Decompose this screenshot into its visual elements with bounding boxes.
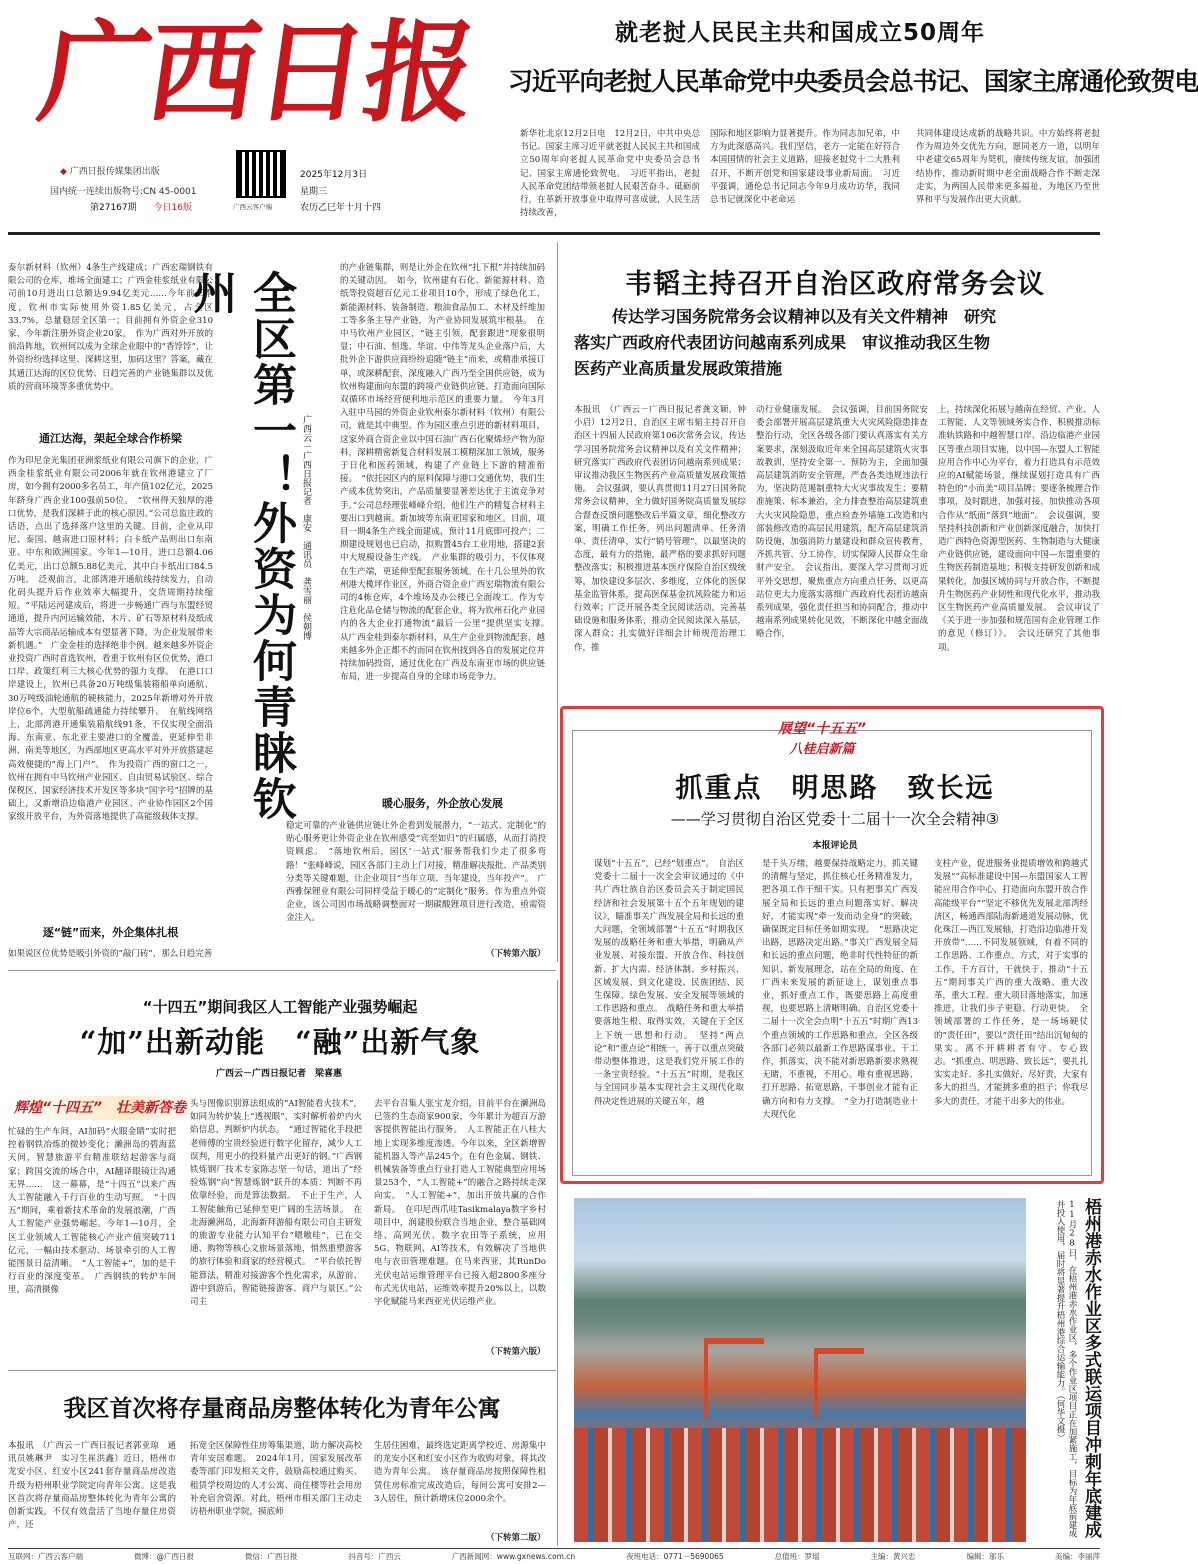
qinzhou-subhead-3: 暖心服务，外企放心发展 (382, 797, 503, 810)
qinzhou-col-3a: 的产业链集群，则是让外企在钦州“扎下根”并持续加码的关键动因。 如今，钦州建有石化、新能源材料、造纸等投资超百亿元工业项目10个，形成了绿色化工、新能源材料、装备制造、粮油食品加工、木材及纤维加工等多条主导产业链，为产业协同发展筑牢根基。 在中马钦州产业园区，“链主引领，配套跟进”现象很明显；中石油、恒逸、华谊、中伟等龙头企业落户后，大批外企下游供应商纷纷追随“链主”而来，或精准承接订单，或深耕配套，深度融入广西乃至全国供应链，成为钦州构建面向东盟的跨境产业链供应链、打造面向国际双循环市场经营便利地示范区的重要力量。 今年3月入驻中马园的外资企业钦州泰尔新材料（钦州）有限公司，就是其中典型。作为园区重点引进的新材料项目，这家外商合资企业以中国石油广西石化聚烯烃产物为原料，深耕精密新复合材料发展工模精深加工领域，服务于日化和医药领域，构建了产业链上下游的精准衔接。 “依托园区内的原料保障与港口交通优势，我们生产成本优势突出，产品质量要显著差达优于主流竞争对手。”公司总经理张峰峰介绍，他们生产的精复合材料主要出口到越南。新加坡等东南亚国家和地区。目前，项目一期4条生产线全面建成，预计11月底即可投产；二期建设规划也已启动，拟购置45台工业用地，搭建2套中大规模设备生产线。 产业集群的吸引力，不仅体现在生产端，更延伸至配套服务领域。在十几公里外的钦州港大榄坪作业区，外商合资企业广西宏瑞物流有限公司的4栋仓库，4个堆场及办公楼已全面竣工。作为专注危化品仓储与物流的配套企业，将为钦州石化产业园内的各大企业打通物流“最后一公里”提供坚实支撑。 从广西金桂到泰尔新材料，从生产企业到物流配套，越来越多外企正都不约而同在钦州找到各自的发展定位并持续加码投资，通过优化在广西及东南亚市场的供应链布局，进一步提高自身的全球市场竞争力。 (340, 263, 554, 683)
housing-col-1: 本报讯 （广西云－广西日报记者郭亚琼 通讯员姚琳尹 实习生崔洪鑫）近日，梧州市龙安小区、红安小区241套存量商品房改造升级为梧州职业学院定向青年公寓。这是我区首次将存量商品房整体转化为青年公寓的创新实践，不仅有效盘活了当地存量住房资产，还 (8, 1441, 176, 1531)
lead-col-3: 共同体建设达成新的战略共识。中方始终将老挝作为周边外交优先方向，愿同老方一道，以明年中老建交65周年为契机，赓续传统友谊，加强团结协作，推动新时期中老全面战略合作不断走深走实，为两国人民带来更多福祉，为地区乃至世界和平与发展作出更大贡献。 (916, 129, 1100, 206)
commentary-badge-line1: 展望“十五五” (777, 721, 867, 737)
issue-number: 第27167期 今日16版 (90, 203, 192, 213)
ai-byline: 广西云－广西日报记者 梁喜惠 (216, 1069, 343, 1079)
commentary-badge-line2: 八桂启新篇 (742, 738, 902, 757)
footer-rule (8, 1548, 1100, 1549)
footer-item: 微信：广西日报 (244, 1552, 298, 1561)
housing-headline: 我区首次将存量商品房整体转化为青年公寓 (63, 1395, 501, 1422)
commentary-col-2: 是千头万绪，越要保持战略定力，抓关键的清醒与坚定，抓住核心任务精准发力，把各项工作干细干实。只有把事关广西发展全局和长远的重点问题落实好、解决好，才能实现“牵一发而动全身”的突破，确保既定目标任务如期实现。 “思路决定出路，思路决定出路。”事关广西发展全局和长远的重点问题，绝非时代性特征的新知识、新发展理念，站在全局的角度、在广西未来发展的新征途上，谋划重点事业，抓好重点工作，既要思路上高度重视，也要思路上清晰明确。自治区党委十二届十一次全会点明“十五五”时期广西13个重点领域的工作思路和重点，全区各级各部门必须以最新工作思路谋事业、干工作，抓落实，决不能对新思路新要求熟视无睹，不重视，不用心。唯有重视思路、打开思路、拓宽思路，干事创业才能有正确方向和有力支撑。 “全力打造制造业十大现代化 (762, 859, 918, 1120)
ai-kicker: “十四五”期间我区人工智能产业强势崛起 (142, 998, 418, 1016)
gov-deck-2: 落实广西政府代表团访问越南系列成果 审议推动我区生物 (574, 333, 991, 352)
divider-ai-top (8, 970, 556, 971)
footer-item: 抖音号：广西云 (348, 1552, 401, 1561)
qinzhou-col-3b: 稳定可靠的产业链供应链让外企看到发展潜力，“一站式、定制化”的贴心服务更让外资企业在钦州感受“宾至如归”的归属感，从而打消投资顾虑。 “落地钦州后，园区‘一站式’服务帮我们少走了很多弯路！”张峰峰说，园区各部门主动上门对接，精准解决报批、产品类别分类等关键难题，让企业项目“当年立项、当年建设，当年投产”。 广西雅保锂业有限公司同样受益于暖心的“定制化”服务。作为重点外资企业，该公司因市场战略调整面对一期碳酸锂项目进行改造，亟需资金注入。 (286, 821, 546, 924)
qr-caption: 广西云客户端 (233, 203, 272, 211)
gov-headline: 韦韬主持召开自治区政府常务会议 (625, 269, 1045, 300)
lead-kicker: 就老挝人民民主共和国成立50周年 (614, 20, 985, 46)
commentary-headline: 抓重点 明思路 致长远 (675, 773, 995, 804)
ai-col-1: 忙碌的生产车间，AI加码“火眼金睛”实时把控着钢铁冶炼的微妙变化；濑洲岛的碧海蓝天间，智慧旅游平台精准联结起游客与商家；跨国交流的场合中，AI翻译眼镜让沟通无界…… 这一幕幕，是“十四五”以来广西人工智能融入千行百业的生动写照。 “十四五”期间，乘着新技术革命的发展浪潮，广西人工智能产业强势崛起。今年1—10月，全区工业领域人工智能核心产业产值突破711亿元，一幅由技术驱动、场景牵引的人工智能图景日益清晰。 “人工智能+”，加的是千行百业的深度变革。 广西钢铁的转炉车间里，高清摄像 (8, 1127, 176, 1296)
date: 2025年12月3日 (300, 170, 368, 180)
diamond-icon: ◆ (60, 167, 67, 177)
lead-col-2: 国际和地区影响力显著提升。作为同志加兄弟，中方为此深感高兴。我们坚信，老方一定能在好符合本国国情的社会主义道路，迎接老挝党十二大胜利召开，不断开创党和国家建设事业新局面。 习近平强调，通伦总书记同志今年9月成功访华，我同总书记就深化中老命运 (710, 129, 900, 206)
photo-crane (704, 1338, 764, 1418)
divider-lower (557, 980, 558, 1546)
ai-continued: （下转第六版） (486, 1347, 546, 1357)
ai-badge (8, 1096, 208, 1120)
qinzhou-subhead-1: 通江达海，架起全球合作桥梁 (39, 432, 182, 445)
photo-caption: 11月28日，在梧州港赤水作业区，多个作业区项目正在加紧施工，目标为年底前建成并投入使用，届时将显著提升梧州港综合运输能力。（何华文摄） (1055, 1200, 1077, 1538)
gov-col-1: 本报讯 （广西云－广西日报记者龚文颖、钟小启）12月2日，自治区主席韦韬主持召开自治区十四届人民政府第106次常务会议，传达学习国务院常务会议精神以及有关文件精神；研究落实广西政府代表团访问越南系列成果；审议推动我区生物医药产业高质量发展政策措施。 会议强调，要认真贯彻11月27日国务院常务会议精神，全力做好国务院高质量发展综合督查反馈问题整改后半篇文章，细化整改方案，明确工作任务，列出问题清单、任务清单、责任清单，实行“销号管理”，以最坚决的态度，最有力的措施，最严格的要求抓好问题整改落实；积极推进基本医疗保险自治区级统筹，加快建设多层次、多维度，立体化的医保基金监管体系，提高医保基金抗风险能力和运行效率；广泛开展各类全民阅读活动，完善基础设施和服务体系，推动全民阅读深入基层，深入群众；扎实做好详细会计师规范治理工作，推 (574, 405, 746, 653)
publisher: 广西日报传媒集团出版 (69, 167, 160, 177)
commentary-badge (742, 718, 902, 757)
qinzhou-headline: 全区第一！外资为何青睐钦州 (185, 270, 296, 822)
photo-title: 梧州港赤水作业区多式联运项目冲刺年底建成 (1081, 1198, 1101, 1538)
footer-item: 总值班：罗瑶 (774, 1552, 820, 1561)
ai-badge-text: 辉煌“十四五” 壮美新答卷 (14, 1100, 187, 1116)
gov-col-3: 上，持续深化拓展与越南在经贸、产业、人工智能、人文等领域务实合作，积极推动标准轨铁路和中越智慧口岸、沿边临港产业园区等重点项目实施，以中国—东盟人工智能应用合作中心为平台，着力打造具有示范效应的AI赋能场景，继续谋划打造具有广西特色的“小而美”项目品牌；要逐条梳理合作事项，及时跟进，加强对接，加快推动各项合作从“纸面”落到“地面”。 会议强调，要坚持科技创新和产业创新深度融合，加快打造广西特色资源型医药、生物制造与大健康产业链供应链，建设面向中国—东盟重要的生物医药制造基地；积极支持研发创新和成果转化，加强区域协同与开放合作，不断提升生物医药产业韧性和现代化水平，推动我区生物医药产业高质量发展。 会议审议了《关于进一步加强和规范国有企业管理工作的意见（修订）》。 会议还研究了其他事项。 (938, 405, 1100, 653)
photo-crane (814, 1348, 864, 1418)
publisher-line (60, 164, 160, 177)
qinzhou-subhead-2: 逐“链”而来，外企集体扎根 (42, 926, 179, 939)
housing-col-2: 拓宽全区保障性住房筹集渠道，助力解决高校青年安居难题。 2024年1月，国家发展改革委等部门印发相关文件，鼓励高校通过购买、租赁学校周边的人才公寓、商住楼等社会用房补充宿舍资源。对此，梧州市相关部门主动走访梧州职业学院，摸底师 (190, 1441, 362, 1518)
footer-item: 编辑：邬乐 (966, 1552, 1004, 1561)
footer (8, 1551, 1100, 1563)
weekday: 星期三 (300, 187, 328, 197)
footer-item: 广西新闻网：www.gxnews.com.cn (451, 1552, 576, 1561)
commentary-subtitle: ——学习贯彻自治区党委十二届十一次全会精神③ (670, 810, 1000, 828)
port-photo (574, 1198, 1026, 1542)
qinzhou-col-1b: 作为印尼金光集团亚洲浆纸业有限公司旗下的企业，广西金桂浆纸业有限公司2006年就在钦州港建立了厂房，如今拥有2000多名员工，年产值102亿元，2025年跻身广西企业100强前50位。 “钦州得天独厚的港口优势，是我们深耕于此的核心原因。”公司总监庄政的话语，点出了选择落户这里的关键。目前，企业从印尼、泰国、越南进口原材料；白卡纸产品则出口东南亚、中东和欧洲国家。今年1—10月，进口总额4.06亿美元，出口总额5.88亿美元，其中白卡纸出口84.5万吨。 泛观前言，北部湾港开通航线持续发力，自动化码头提升后作业效率大幅提升，交货周期持续缩短。“平陆运河建成后，将进一步畅通广西与东盟经贸通道，提升内河运输效能，木片、矿石等原材料及纸成品等大宗商品运输成本有望显著下降，为企业发展带来新机遇。” 广金金桂的选择绝非个例。越来越多外资企业投资广西时首选钦州，看重于钦州有区位优势，港口口岸、政策红利三大核心优势的强力支撑。 在港口口岸建设上，钦州已具备20万吨级集装箱船单向通航、30万吨级油轮通航的硬核能力，2025年新增对外开放岸位6个，大型航船疏通能力持续攀升。 在航线网络上，北部湾港开通集装箱航线91条，不仅实现全面沿海、东南亚、东北亚主要港口的全覆盖，更延伸至非洲、南美等地区，为西部地区更高水平对外开放搭建起高效便捷的“海上门户”。 作为投资广西的窗口之一，钦州在拥有中马钦州产业园区、自由贸易试验区、综合保税区、国家经济技术开发区等多块“国字号”招牌的基础上，又新增沿边临港产业园区、产业协作园区2个国家级开放平台，为外资落地提供了高能级载体支撑。 (8, 456, 213, 823)
footer-item: 主编：黄兴忠 (870, 1552, 916, 1561)
footer-item: 微博：@广西日报 (133, 1552, 194, 1561)
commentary-col-3: 支柱产业，促进服务业提质增效和跨越式发展”“高标准建设中国—东盟国家人工智能应用合作中心，打造面向东盟开放合作高能级平台”“坚定不移优先发展北部湾经济区，畅通西部陆海新通道发展动脉，优化珠江—西江发展轴，打造沿边临港开发开放带”……不同发展领域，有着不同的工作思路、工作重点、方式，对于实事的工作，千方百计，干就快于、推动“十五五”期间事关广西的重大战略、重大改革，重大工程、重大项目落地落实，加速推进，让我们步子更稳、行动更快。 全领域部署的工作任务，是一场场硬仗的“责任田”，要以“责任田”结出沉甸甸的果实。离不开耕耕者有守、专心致志。“抓重点、明思路、致长远”，要扎扎实实走好、多扎实做好、尽好责，大家有多大的担当，才能挑多重的担子；你我尽多大的责任，才能干出多大的伟业。 (934, 859, 1088, 1107)
page-count: 今日16版 (153, 203, 192, 213)
footer-item: 夜班电话：0771－5690065 (626, 1552, 724, 1561)
qinzhou-byline: 广西云－广西日报记者 康安 通讯员 龚雪丽 侯朝博 (301, 415, 311, 640)
qinzhou-col-1c: 如果说区位优势是吸引外资的“敲门砖”，那么日趋完善 (8, 949, 213, 959)
cn-number: 国内统一连续出版物号:CN 45-0001 (50, 187, 197, 197)
qr-code (236, 150, 286, 198)
footer-item: 美编：李丽萍 (1054, 1552, 1100, 1561)
gov-deck-3: 医药产业高质量发展政策措施 (574, 359, 783, 378)
lunar-date: 农历乙巳年十月十四 (300, 203, 382, 213)
ai-col-2: 头与图像识别算法组成的“AI智能看火技术”，如同为转炉装上“透视眼”，实时解析着炉内火焰信息，判断炉内状态。 “通过智能化手段把老师傅的宝贵经验进行数字化留存，减少人工误判，用更小的投料量产出更好的钢。”广西钢铁炼钢厂技术专家陈志坚一句话，道出了“经验炼钢”向“智慧炼钢”跃升的本质：判断不再依靠经验，而是算法数据。 不止于生产，人工智能触角已延伸至更广阔的生活场景。 在北海濑洲岛，北海新拜游船有限公司自主研发的旅游专业能力认知平台“嗯嗷哇”，已在交通、购物等核心文旅场景落地，悄然重塑游客的旅行体验和商家的经营模式。 “平台依托智能算法，精准对接游客个性化需求，从游前、游中到游后，智能链接游客、商户与景区。”公司主 (190, 1099, 362, 1308)
lead-col-1: 新华社北京12月2日电 12月2日，中共中央总书记、国家主席习近平就老挝人民民主共和国成立50周年向老挝人民革命党中央委员会总书记、国家主席通伦致贺电。 习近平指出，老挝人民革命党团结带领老挝人民艰苦奋斗、砥砺前行，在革新开放事业中取得可喜成就，人民生活持续改善， (520, 129, 700, 219)
commentary-byline: 本报评论员 (812, 841, 858, 851)
housing-col-3: 生居住困难，最终选定距离学校近、房源集中的龙安小区和红安小区作为收购对象，将其改造为青年公寓。 该存量商品房按照保障性租赁住房标准完成改造后，每间公寓可安排2—3人居住，预计新增床位2000余个。 (374, 1441, 546, 1504)
housing-continued: （下转第二版） (486, 1533, 546, 1543)
gov-deck-1: 传达学习国务院常务会议精神以及有关文件精神 研究 (612, 307, 997, 326)
ai-headline: “加”出新动能 “融”出新气象 (79, 1025, 481, 1059)
divider-housing-top (8, 1370, 556, 1371)
commentary-col-1: 谋划“十五五”，已经“划重点”。 自治区党委十二届十一次全会审议通过的《中共广西壮族自治区委员会关于制定国民经济和社会发展第十五个五年规划的建议》，瞄准事关广西发展全局和长远的重大问题，全领域部署“十五五”时期我区发展的战略任务和重大举措，明确从产业发展、对接东盟、开放合作、科技创新、扩大内需、经济体制、乡村振兴、区域发展、到文化建设、民族团结、民生保障、绿色发展、安全发展等领域的工作思路和重点。 战略任务和重大举措要落地生根、取得实效，关键在于全区上下统一思想和行动。 坚持“两点论”和“重点论”相统一，善于以重点突破带动整体推进，这是我们党开展工作的一条宝贵经验。“十五五”时期，是我区与全国同步基本实现社会主义现代化取得决定性进展的关键五年，越 (594, 859, 744, 1107)
ai-col-3: 去平台召集人张宝龙介绍，目前平台在濑洲岛已签约生态商家900家，今年累计为超百万游客提供智能出行服务。 人工智能正在八桂大地上实现多维度渗透。今年以来，全区新增智能机器人等产品245个，在有色金属、钢铁、机械装备等重点行业打造人工智能典型应用场景253个，“人工智能+”的融合之路持续走深向实。 “人工智能+”，加出开放共赢的合作新局。 在印尼西爪哇Tasikmalaya数字乡村项目中，润建股份联合当地企业，整合基础网络、高网光伏、数字农田等子系统，应用5G、物联网、AI等技术，有效解决了当地供电与农田管理难题。在马来西亚，其RunDo光伏电站运维管理平台已接入超2800多座分布式光伏电站，运维效率提升20%以上，以数字化赋能马来西亚光伏运维产业。 (374, 1099, 546, 1308)
masthead-rule (8, 232, 1100, 235)
qinzhou-continued: （下转第六版） (486, 949, 546, 959)
photo-containers (574, 1428, 1026, 1542)
divider-left-story (557, 242, 558, 962)
masthead-logo: 广西日报 (31, 8, 482, 137)
gov-col-2: 动行业健康发展。 会议强调，目前国务院安委会部署开展高层建筑重大火灾风险隐患排查整治行动，全区各级各部门要认真落实有关方案要求，深刻汲取近年来全国高层建筑火灾事故教训，坚持安全第一、预防为主，全面加强高层建筑消防安全管理，严查各类违规违法行为，坚决防范遏制重特大火灾事故发生；要精准施策、标本兼治，全力排查整治高层建筑重大火灾风险隐患，重点检查外墙施工改造和内部装修改造的高层民用建筑，配齐高层建筑消防设施，加强消防力量建设和群众宣传教育，齐抓共管、分工协作，切实保障人民群众生命财产安全。 会议指出，要深入学习贯彻习近平外交思想，聚焦重点方向重点任务，以更高站位更大力度落实落细广西政府代表团访越南系列成果，强化责任担当和协同配合，推动中越南系列成果转化见效，不断深化中越全面战略合作， (756, 405, 928, 640)
qinzhou-col-1a: 泰尔新材料（钦州）4条生产线建成；广西宏瑞钢铁有限公司的仓库，堆场全面建工；广西金桂浆纸业有限公司前10月进出口总额达9.94亿美元……今年前三季度，钦州市实际使用外资1.85亿美元，占全区33.7%，总量稳居全区第一；目前拥有外资企业310家，今年新注册外资企业20家。 作为广西对外开放的前沿阵地，钦州何以成为全球企业眼中的“香饽饽”，让外资纷纷选择这里、深耕这里，加码这里？答案，藏在其通江达海的区位优势、日趋完善的产业链集群以及优质的营商环境等多重优势中。 (8, 263, 213, 392)
footer-item: 互联网：广西云客户端 (8, 1552, 83, 1561)
lead-headline: 习近平向老挝人民革命党中央委员会总书记、国家主席通伦致贺电 (508, 67, 1198, 96)
